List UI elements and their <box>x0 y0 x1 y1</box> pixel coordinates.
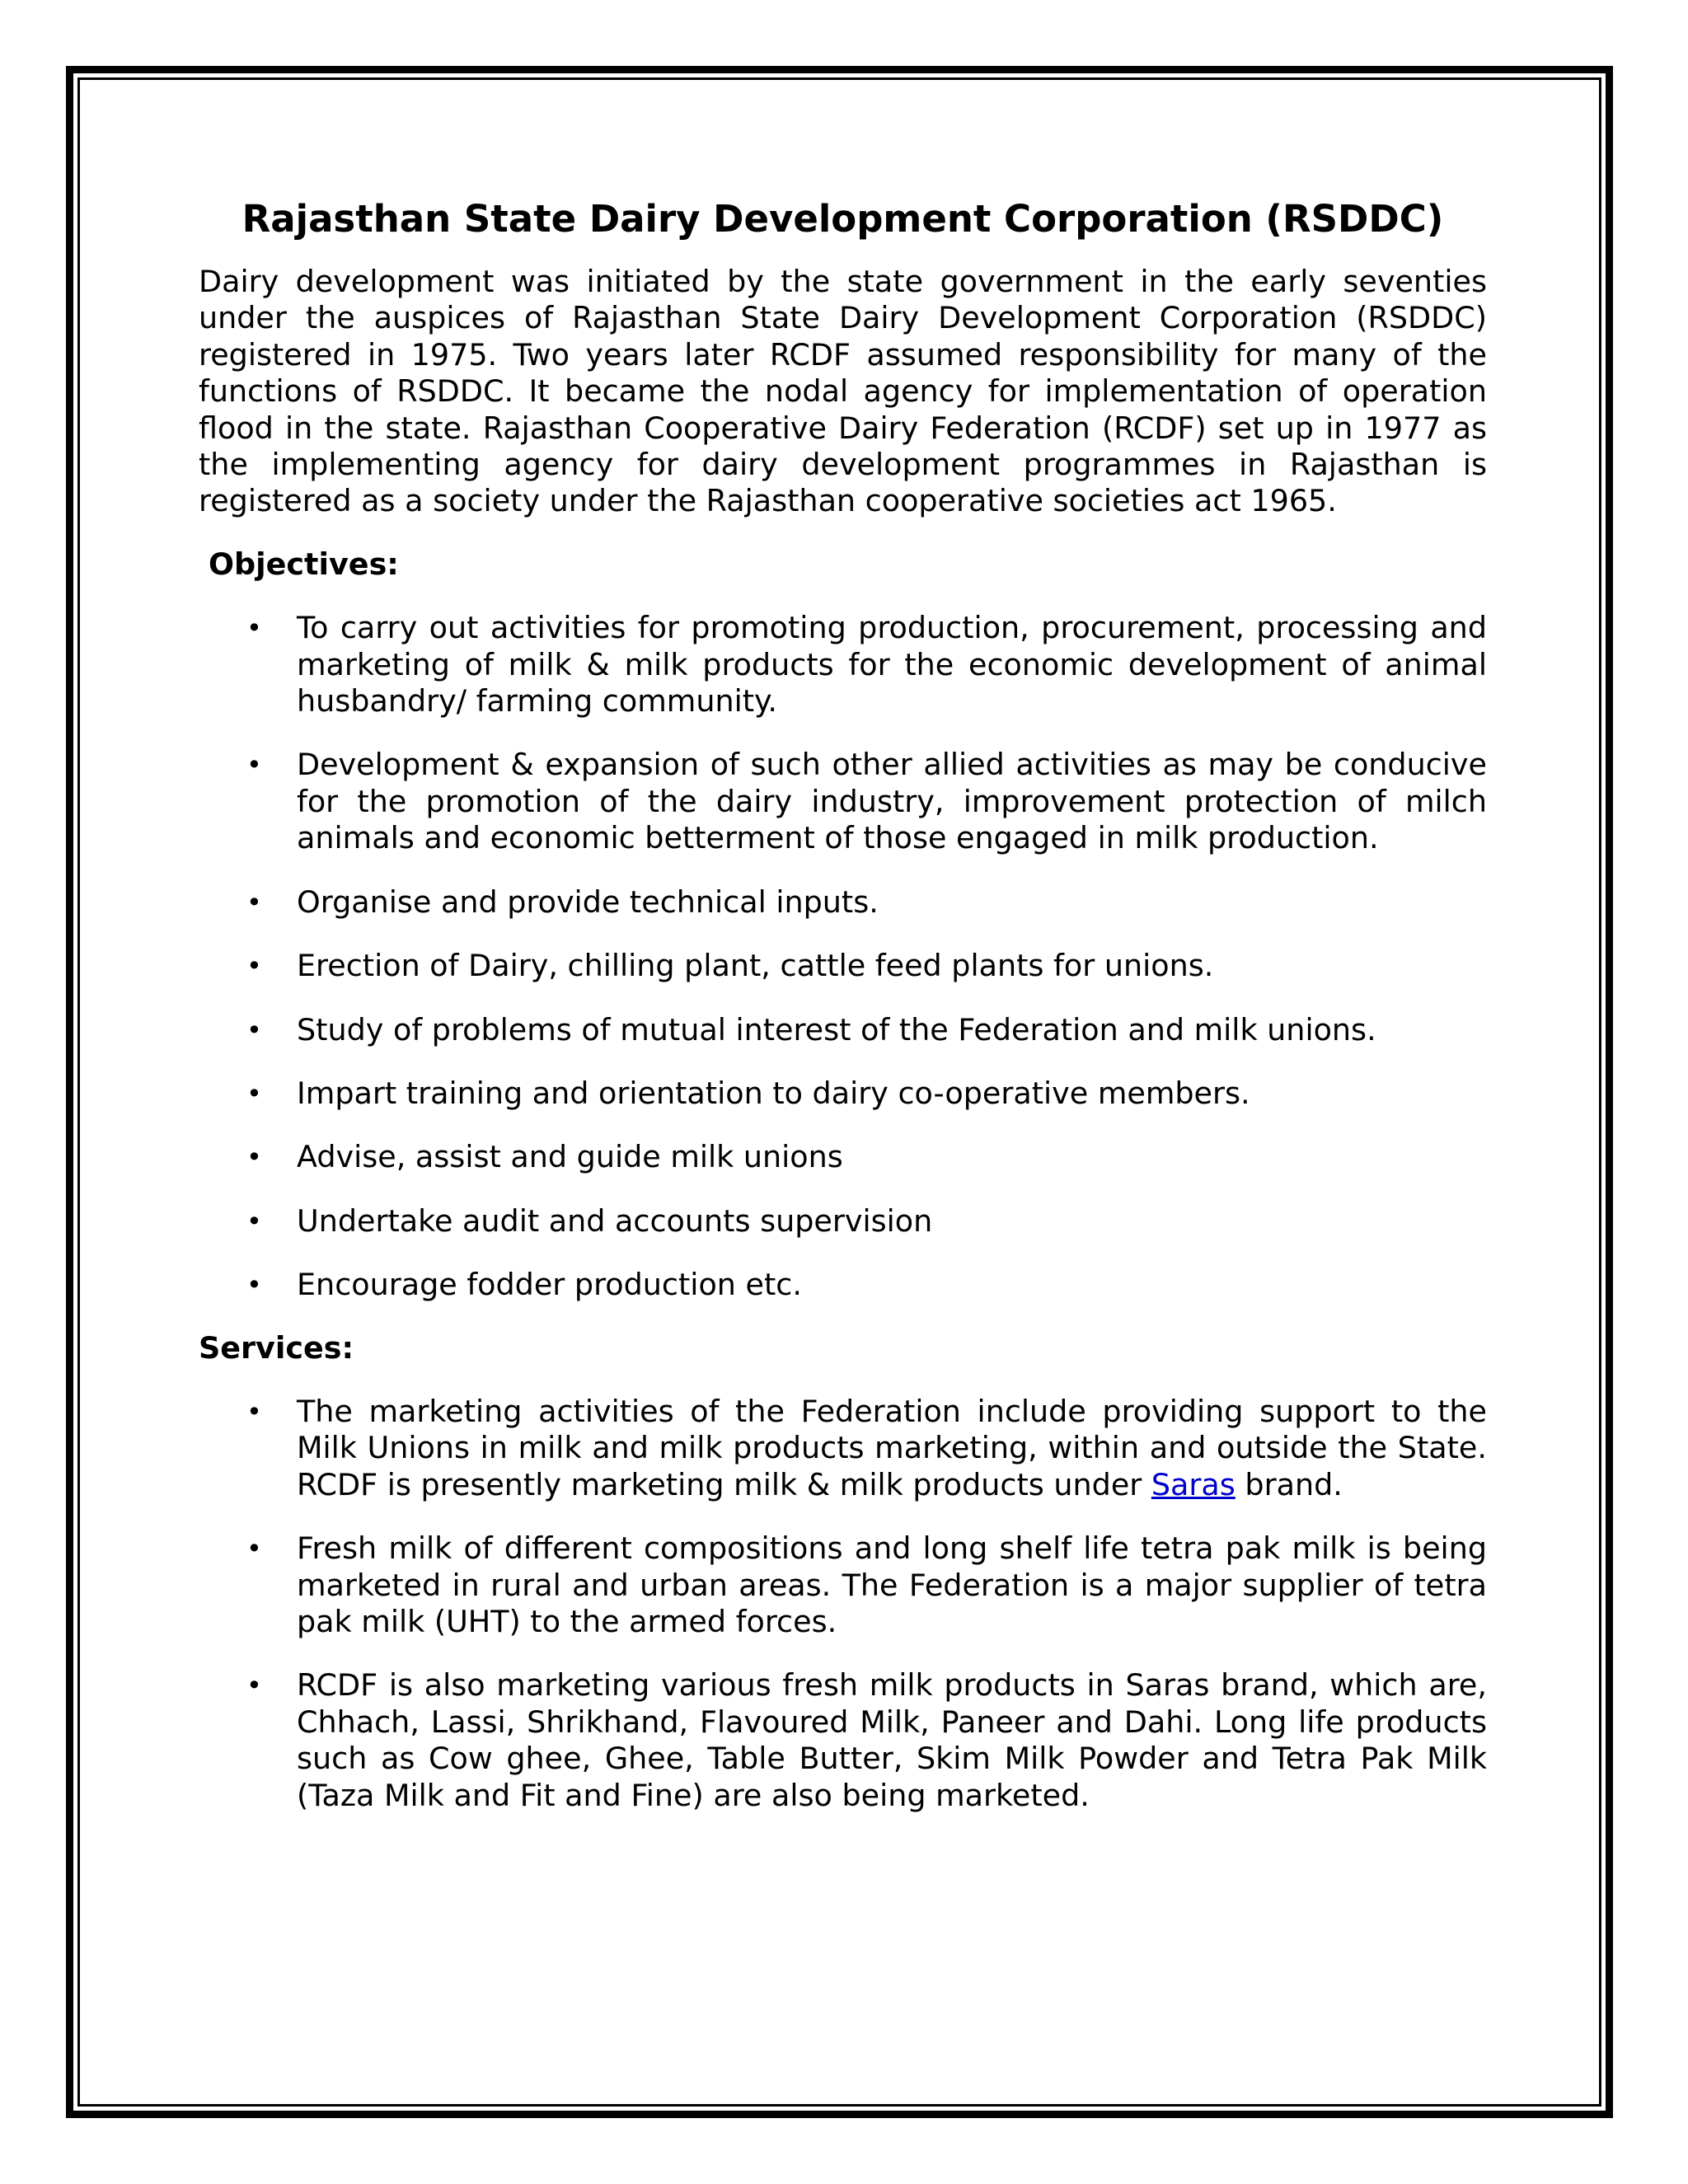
list-item <box>199 1267 1487 1303</box>
bullet-icon: • <box>246 612 262 644</box>
list-item-text: Development & expansion of such other allied activities as may be conducive for the promotion of the dairy industry, improvement protection of milch animals and economic betterment of those engaged in milk production. <box>297 747 1487 856</box>
list-item <box>199 1012 1487 1048</box>
bullet-icon: • <box>246 1670 262 1702</box>
bullet-icon: • <box>246 749 262 781</box>
list-item-text: Impart training and orientation to dairy co-operative members. <box>297 1075 1250 1111</box>
list-item-text: To carry out activities for promoting production, procurement, processing and marketing of milk & milk products for the economic development of animal husbandry/ farming community. <box>297 610 1487 719</box>
intro-paragraph: Dairy development was initiated by the state government in the early seventies under the auspices of Rajasthan State Dairy Development Corporation (RSDDC) registered in 1975. Two years later RCDF assumed responsibility for many of the functions of RSDDC. It became the nodal agency for implementation of operation flood in the state. Rajasthan Cooperative Dairy Federation (RCDF) set up in 1977 as the implementing agency for dairy development programmes in Rajasthan is registered as a society under the Rajasthan cooperative societies act 1965. <box>199 264 1487 519</box>
list-item <box>199 1667 1487 1814</box>
bullet-icon: • <box>246 886 262 918</box>
bullet-icon: • <box>246 1141 262 1174</box>
services-list <box>199 1394 1487 1814</box>
list-item <box>199 1203 1487 1240</box>
objectives-heading: Objectives: <box>209 546 399 582</box>
list-item <box>199 948 1487 984</box>
list-item <box>199 747 1487 856</box>
services-heading: Services: <box>199 1329 354 1366</box>
list-item <box>199 1530 1487 1640</box>
list-item-text: Erection of Dairy, chilling plant, cattle feed plants for unions. <box>297 948 1214 984</box>
saras-brand-link[interactable]: Saras <box>1151 1466 1236 1502</box>
bullet-icon: • <box>246 1395 262 1427</box>
list-item <box>199 1076 1487 1112</box>
bullet-icon: • <box>246 1533 262 1565</box>
list-item-text: RCDF is also marketing various fresh milk products in Saras brand, which are, Chhach, Lassi, Shrikhand, Flavoured Milk, Paneer and Dahi. Long life products such as Cow ghee, Ghee, Table Butter, Skim Milk Powder and Tetra Pak Milk (Taza Milk and Fit and Fine) are also being marketed. <box>297 1667 1487 1813</box>
document-content <box>199 196 1487 1814</box>
bullet-icon: • <box>246 1077 262 1109</box>
list-item <box>199 1139 1487 1175</box>
list-item-text: Advise, assist and guide milk unions <box>297 1139 843 1175</box>
list-item-text: Fresh milk of different compositions and long shelf life tetra pak milk is being marketed in rural and urban areas. The Federation is a major supplier of tetra pak milk (UHT) to the armed forces. <box>297 1530 1487 1639</box>
list-item <box>199 884 1487 921</box>
objectives-list <box>199 610 1487 1303</box>
page-title: Rajasthan State Dairy Development Corporation (RSDDC) <box>241 197 1444 241</box>
bullet-icon: • <box>246 1205 262 1237</box>
bullet-icon: • <box>246 1269 262 1301</box>
list-item-text: Study of problems of mutual interest of the Federation and milk unions. <box>297 1011 1376 1047</box>
list-item <box>199 1394 1487 1503</box>
bullet-icon: • <box>246 1014 262 1046</box>
bullet-icon: • <box>246 950 262 982</box>
list-item-text: The marketing activities of the Federation include providing support to the Milk Unions in milk and milk products marketing, within and outside the State. RCDF is presently marketing milk & milk products under <box>297 1393 1487 1502</box>
list-item <box>199 610 1487 719</box>
list-item-text: Organise and provide technical inputs. <box>297 883 879 920</box>
list-item-text-tail: brand. <box>1235 1466 1343 1502</box>
list-item-text: Undertake audit and accounts supervision <box>297 1202 933 1239</box>
list-item-text: Encourage fodder production etc. <box>297 1267 802 1303</box>
